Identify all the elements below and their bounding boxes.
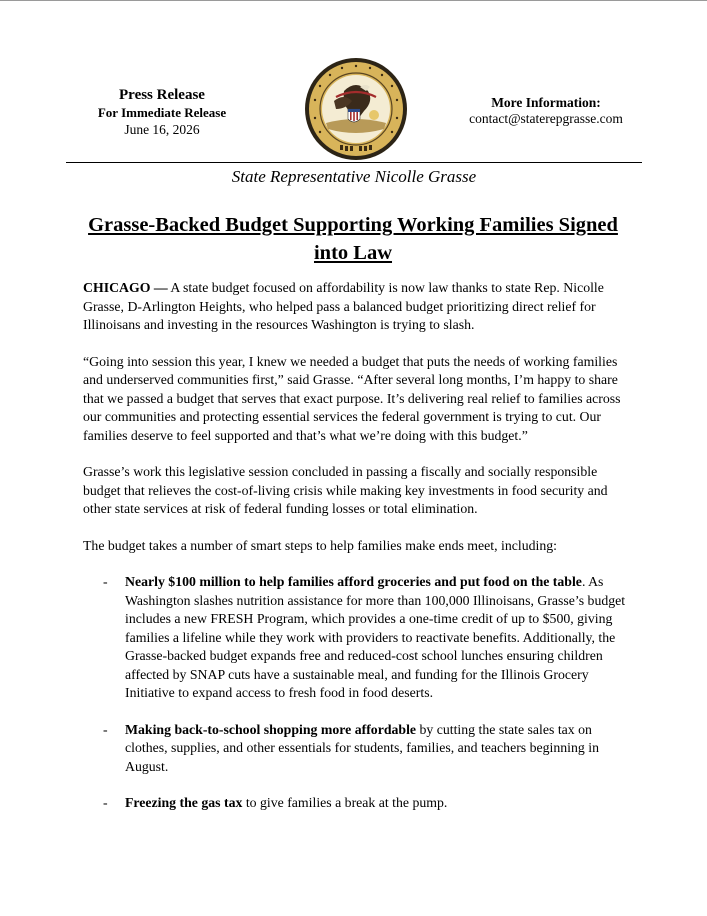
list-item-text: to give families a break at the pump. (242, 795, 448, 810)
press-release-label: Press Release (119, 87, 205, 103)
press-release-body (83, 279, 636, 831)
headline-line-1: Grasse-Backed Budget Supporting Working Families Signed (88, 214, 618, 236)
list-item-lead: Nearly $100 million to help families afford groceries and put food on the table (125, 574, 582, 589)
paragraph-1 (83, 279, 636, 335)
header-divider (66, 162, 642, 163)
paragraph-4: The budget takes a number of smart steps to help families make ends meet, including: (83, 537, 557, 553)
contact-email: contact@staterepgrasse.com (469, 111, 623, 126)
representative-name: State Representative Nicolle Grasse (231, 167, 477, 186)
list-dash: - (103, 795, 108, 810)
paragraph-1-text: A state budget focused on affordability is now law thanks to state Rep. Nicolle Grasse, D-Arlington Heights, who helped pass a balanced budget prioritizing direct relief for Illinoisans and investing in the resources Washington is trying to slash. (83, 280, 604, 332)
list-dash: - (103, 721, 108, 737)
release-date: June 16, 2026 (124, 122, 200, 137)
contact-info (456, 95, 636, 127)
list-item (83, 794, 636, 813)
release-info (82, 87, 242, 138)
list-item-lead: Making back-to-school shopping more affordable (125, 721, 417, 737)
top-border (0, 0, 707, 1)
more-info-label: More Information: (491, 95, 601, 110)
paragraph-2-quote: “Going into session this year, I knew we needed a budget that puts the needs of working families and underserved communities first,” said Grasse. “After several long months, I’m happy to share that we passed a budget that serves that exact purpose. It’s delivering real relief to families across our communities and protecting essential services the federal government is trying to cut. Our families deserve to feel supported and that’s what we’re doing with this budget.” (83, 353, 621, 443)
budget-highlights-list (83, 573, 636, 813)
headline-line-2: into Law (313, 242, 393, 264)
illinois-state-seal-icon (304, 57, 408, 161)
immediate-release-label: For Immediate Release (97, 105, 227, 120)
list-dash: - (103, 574, 108, 589)
press-release-headline (70, 211, 636, 267)
list-item-lead: Freezing the gas tax (125, 795, 243, 810)
paragraph-3: Grasse’s work this legislative session concluded in passing a fiscally and socially responsible budget that relieves the cost-of-living crisis while making key investments in food security and other state services at risk of federal funding losses or total elimination. (83, 464, 608, 516)
list-item (83, 721, 636, 777)
dateline: CHICAGO — (83, 280, 168, 295)
list-item-text: . As Washington slashes nutrition assistance for more than 100,000 Illinoisans, Grasse’s budget includes a new FRESH Program, which provides a one-time credit of up to $500, giving families a lifeline while they work with providers to reactivate benefits. Additionally, the Grasse-backed budget expands free and reduced-cost school lunches ensuring children affected by SNAP cuts have a sustainable meal, and funding for the Illinois Grocery Initiative to expand access to fresh food in food deserts. (125, 574, 626, 700)
list-item (83, 573, 636, 703)
list-item-text: by cutting the state sales tax on clothes, supplies, and other essentials for students, families, and teachers beginning in August. (125, 721, 599, 774)
